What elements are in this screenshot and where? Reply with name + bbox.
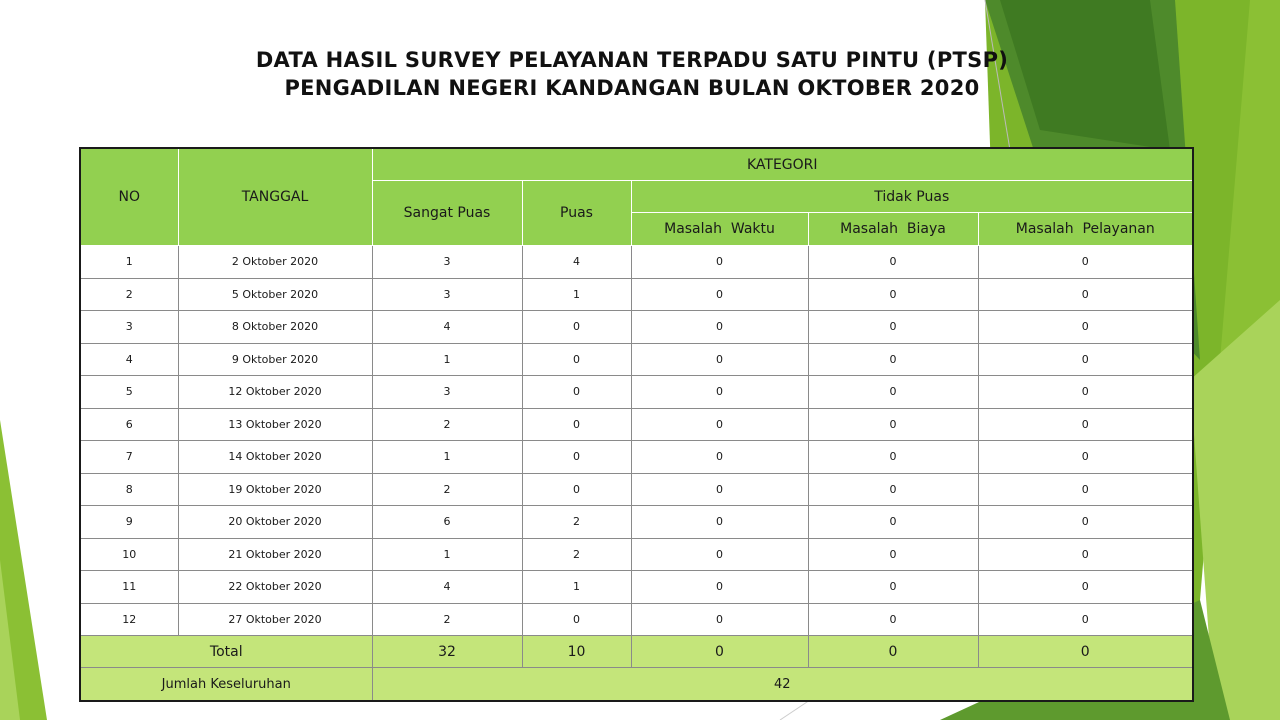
total-masalah-waktu: 0: [631, 636, 808, 668]
cell-no: 4: [80, 343, 178, 376]
title-line-2: PENGADILAN NEGERI KANDANGAN BULAN OKTOBER 2020: [284, 76, 980, 100]
total-sangat-puas: 32: [372, 636, 522, 668]
cell-tanggal: 9 Oktober 2020: [178, 343, 372, 376]
cell-masalah-pelayanan: 0: [978, 538, 1193, 571]
cell-no: 9: [80, 506, 178, 539]
table-row: [80, 506, 1193, 539]
cell-masalah-biaya: 0: [808, 376, 978, 409]
grand-total-label: Jumlah Keseluruhan: [80, 668, 372, 702]
cell-tanggal: 8 Oktober 2020: [178, 311, 372, 344]
cell-no: 2: [80, 278, 178, 311]
cell-masalah-pelayanan: 0: [978, 441, 1193, 474]
cell-masalah-waktu: 0: [631, 506, 808, 539]
cell-masalah-pelayanan: 0: [978, 603, 1193, 636]
total-puas: 10: [522, 636, 631, 668]
cell-puas: 4: [522, 246, 631, 279]
cell-tanggal: 2 Oktober 2020: [178, 246, 372, 279]
cell-masalah-biaya: 0: [808, 506, 978, 539]
cell-sangat-puas: 2: [372, 408, 522, 441]
table-row: [80, 571, 1193, 604]
grand-total-value: 42: [372, 668, 1193, 702]
cell-masalah-waktu: 0: [631, 343, 808, 376]
table-row: [80, 311, 1193, 344]
grand-total-row: [80, 668, 1193, 702]
cell-no: 12: [80, 603, 178, 636]
cell-puas: 1: [522, 571, 631, 604]
cell-masalah-waktu: 0: [631, 376, 808, 409]
cell-masalah-waktu: 0: [631, 473, 808, 506]
cell-sangat-puas: 3: [372, 376, 522, 409]
cell-tanggal: 22 Oktober 2020: [178, 571, 372, 604]
cell-masalah-pelayanan: 0: [978, 278, 1193, 311]
cell-no: 5: [80, 376, 178, 409]
cell-masalah-biaya: 0: [808, 408, 978, 441]
cell-puas: 1: [522, 278, 631, 311]
cell-masalah-biaya: 0: [808, 538, 978, 571]
table-row: [80, 246, 1193, 279]
cell-masalah-waktu: 0: [631, 441, 808, 474]
cell-sangat-puas: 1: [372, 343, 522, 376]
header-puas: Puas: [522, 181, 631, 246]
cell-puas: 2: [522, 506, 631, 539]
cell-sangat-puas: 1: [372, 538, 522, 571]
cell-no: 7: [80, 441, 178, 474]
cell-no: 11: [80, 571, 178, 604]
cell-puas: 0: [522, 376, 631, 409]
cell-masalah-pelayanan: 0: [978, 376, 1193, 409]
header-masalah-biaya: Masalah Biaya: [808, 213, 978, 246]
cell-sangat-puas: 1: [372, 441, 522, 474]
header-tanggal: TANGGAL: [178, 148, 372, 246]
cell-sangat-puas: 3: [372, 246, 522, 279]
cell-masalah-biaya: 0: [808, 343, 978, 376]
cell-puas: 0: [522, 343, 631, 376]
cell-tanggal: 20 Oktober 2020: [178, 506, 372, 539]
header-masalah-pelayanan: Masalah Pelayanan: [978, 213, 1193, 246]
cell-masalah-pelayanan: 0: [978, 311, 1193, 344]
title-line-1: DATA HASIL SURVEY PELAYANAN TERPADU SATU PINTU (PTSP): [255, 48, 1009, 72]
cell-tanggal: 13 Oktober 2020: [178, 408, 372, 441]
table-row: [80, 538, 1193, 571]
cell-masalah-biaya: 0: [808, 311, 978, 344]
cell-masalah-waktu: 0: [631, 408, 808, 441]
slide-title: [0, 46, 1264, 102]
cell-no: 10: [80, 538, 178, 571]
cell-masalah-pelayanan: 0: [978, 246, 1193, 279]
cell-puas: 0: [522, 441, 631, 474]
cell-puas: 0: [522, 311, 631, 344]
cell-no: 8: [80, 473, 178, 506]
cell-masalah-waktu: 0: [631, 311, 808, 344]
header-tidak-puas: Tidak Puas: [631, 181, 1193, 213]
table-row: [80, 408, 1193, 441]
cell-masalah-biaya: 0: [808, 571, 978, 604]
cell-puas: 0: [522, 408, 631, 441]
cell-tanggal: 5 Oktober 2020: [178, 278, 372, 311]
cell-sangat-puas: 2: [372, 603, 522, 636]
cell-masalah-pelayanan: 0: [978, 408, 1193, 441]
cell-sangat-puas: 2: [372, 473, 522, 506]
cell-tanggal: 12 Oktober 2020: [178, 376, 372, 409]
total-row: [80, 636, 1193, 668]
cell-puas: 0: [522, 473, 631, 506]
cell-tanggal: 21 Oktober 2020: [178, 538, 372, 571]
cell-masalah-waktu: 0: [631, 603, 808, 636]
cell-puas: 0: [522, 603, 631, 636]
cell-masalah-pelayanan: 0: [978, 473, 1193, 506]
cell-sangat-puas: 4: [372, 571, 522, 604]
cell-sangat-puas: 6: [372, 506, 522, 539]
table-row: [80, 603, 1193, 636]
total-label: Total: [80, 636, 372, 668]
cell-sangat-puas: 3: [372, 278, 522, 311]
table-row: [80, 473, 1193, 506]
cell-tanggal: 27 Oktober 2020: [178, 603, 372, 636]
header-masalah-waktu: Masalah Waktu: [631, 213, 808, 246]
cell-tanggal: 19 Oktober 2020: [178, 473, 372, 506]
cell-no: 1: [80, 246, 178, 279]
table-row: [80, 376, 1193, 409]
cell-masalah-pelayanan: 0: [978, 343, 1193, 376]
table-row: [80, 278, 1193, 311]
table-row: [80, 343, 1193, 376]
cell-sangat-puas: 4: [372, 311, 522, 344]
header-no: NO: [80, 148, 178, 246]
survey-table: [79, 147, 1194, 702]
cell-masalah-waktu: 0: [631, 246, 808, 279]
cell-masalah-biaya: 0: [808, 278, 978, 311]
cell-masalah-biaya: 0: [808, 441, 978, 474]
header-kategori: KATEGORI: [372, 148, 1193, 181]
total-masalah-pelayanan: 0: [978, 636, 1193, 668]
decor-thin-line-bottom: [780, 700, 810, 720]
cell-masalah-waktu: 0: [631, 278, 808, 311]
total-masalah-biaya: 0: [808, 636, 978, 668]
cell-masalah-waktu: 0: [631, 538, 808, 571]
cell-puas: 2: [522, 538, 631, 571]
cell-no: 6: [80, 408, 178, 441]
cell-no: 3: [80, 311, 178, 344]
header-sangat-puas: Sangat Puas: [372, 181, 522, 246]
cell-masalah-biaya: 0: [808, 603, 978, 636]
cell-masalah-pelayanan: 0: [978, 571, 1193, 604]
table-row: [80, 441, 1193, 474]
cell-masalah-biaya: 0: [808, 473, 978, 506]
cell-masalah-pelayanan: 0: [978, 506, 1193, 539]
cell-tanggal: 14 Oktober 2020: [178, 441, 372, 474]
cell-masalah-biaya: 0: [808, 246, 978, 279]
cell-masalah-waktu: 0: [631, 571, 808, 604]
